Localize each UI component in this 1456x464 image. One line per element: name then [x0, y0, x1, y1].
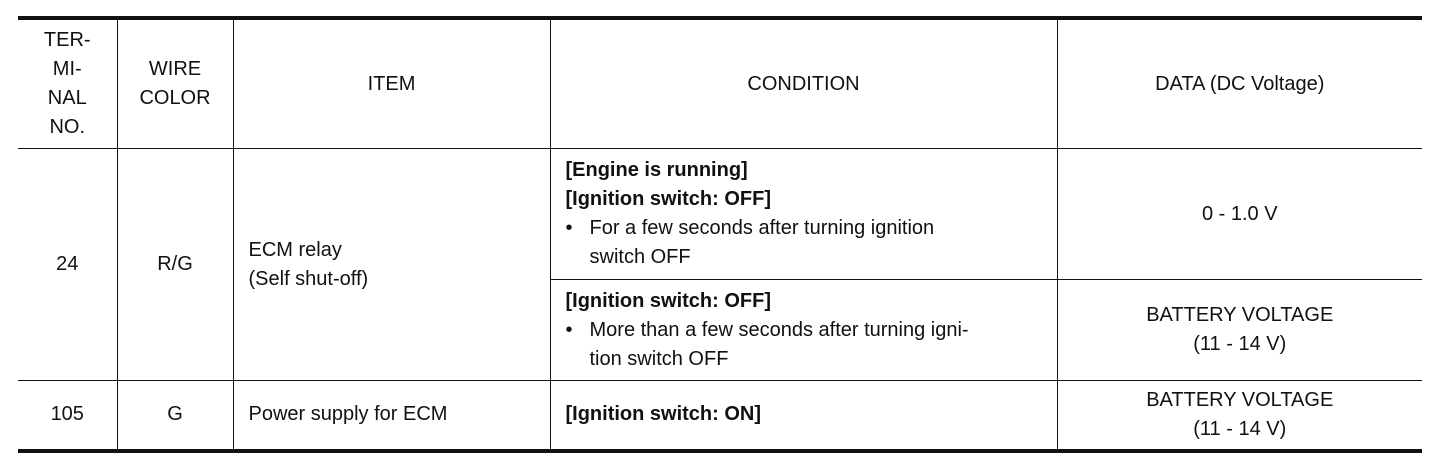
- item-cell: Power supply for ECM: [233, 381, 550, 451]
- header-item: ITEM: [233, 18, 550, 149]
- data-cell: BATTERY VOLTAGE (11 - 14 V): [1057, 381, 1422, 451]
- condition-cell: [Ignition switch: OFF] • More than a few seconds after turning igni- tion switch OFF: [550, 280, 1057, 381]
- header-row: [18, 18, 1422, 149]
- header-condition: CONDITION: [550, 18, 1057, 149]
- condition-cell: [Ignition switch: ON]: [550, 381, 1057, 451]
- table-row: [18, 149, 1422, 280]
- condition-cell: [Engine is running] [Ignition switch: OFF] • For a few seconds after turning ignition switch OFF: [550, 149, 1057, 280]
- header-wire-color: WIRE COLOR: [117, 18, 233, 149]
- condition-bullet: • For a few seconds after turning ignition switch OFF: [565, 217, 935, 268]
- wire-color-cell: R/G: [117, 149, 233, 381]
- item-cell: ECM relay (Self shut-off): [233, 149, 550, 381]
- header-terminal-no: TER- MI- NAL NO.: [18, 18, 117, 149]
- terminal-cell: 24: [18, 149, 117, 381]
- condition-bullet: • More than a few seconds after turning igni- tion switch OFF: [565, 318, 969, 370]
- data-cell: 0 - 1.0 V: [1057, 149, 1422, 280]
- terminal-data-table: [18, 16, 1422, 453]
- header-data: DATA (DC Voltage): [1057, 18, 1422, 149]
- terminal-cell: 105: [18, 381, 117, 451]
- wire-color-cell: G: [117, 381, 233, 451]
- data-cell: BATTERY VOLTAGE (11 - 14 V): [1057, 280, 1422, 381]
- table-row: [18, 381, 1422, 451]
